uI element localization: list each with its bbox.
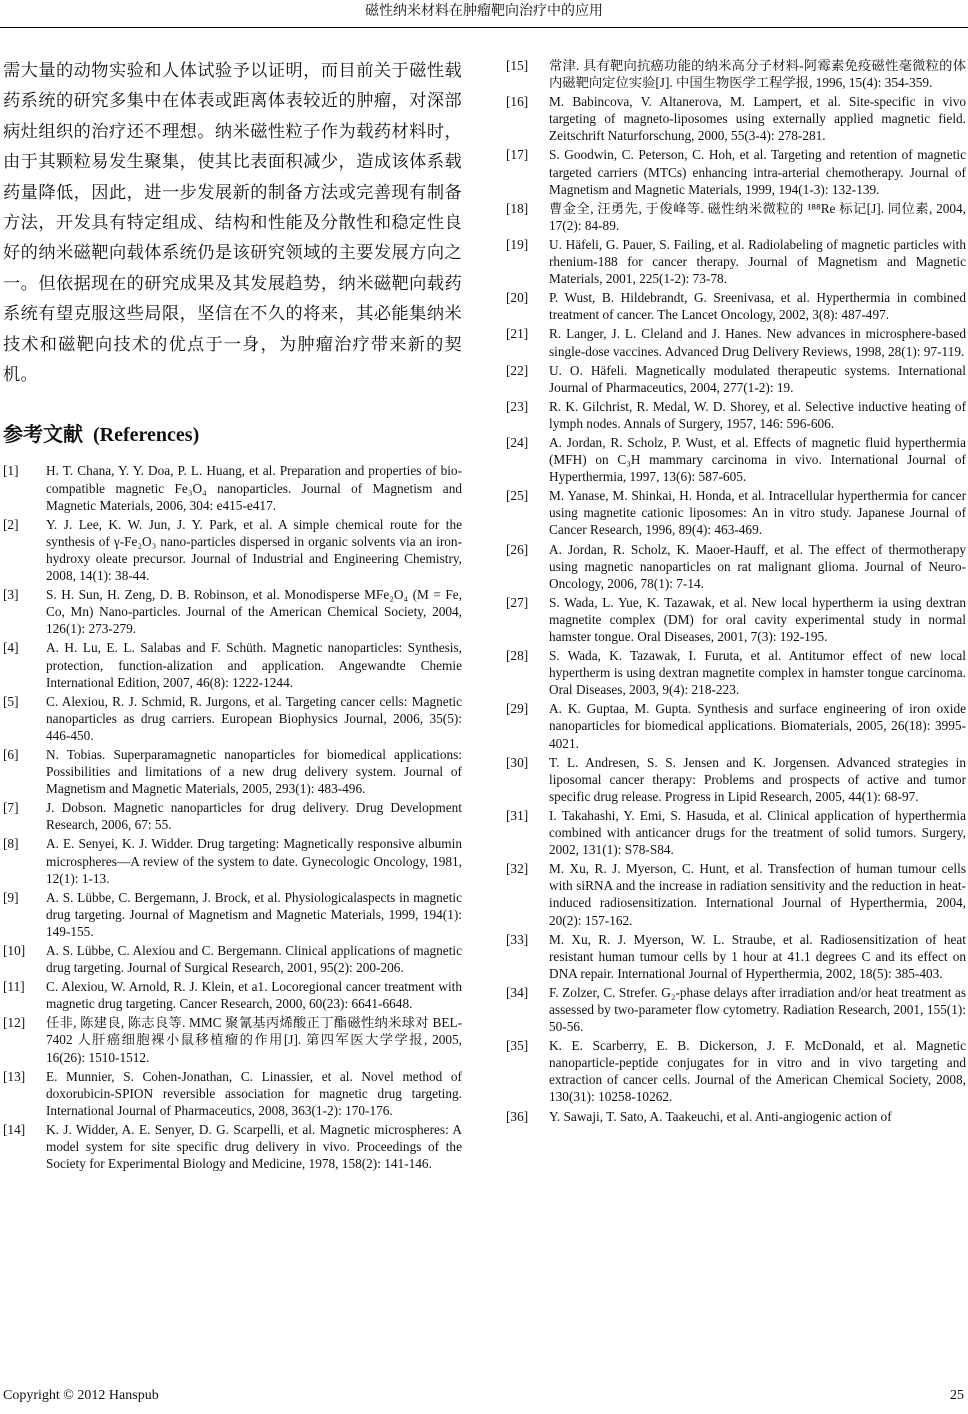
reference-text: M. Yanase, M. Shinkai, H. Honda, et al. Intracellular hyperthermia for cancer using magnetite cationic liposomes: An in vitro study. Japanese Journal of Cancer Research, 1996, 89(4): 463-469. xyxy=(549,488,966,538)
reference-item xyxy=(506,325,966,359)
reference-item xyxy=(3,1068,462,1119)
reference-text: A. Jordan, R. Scholz, P. Wust, et al. Effects of magnetic fluid hyperthermia (MFH) on C₃H mammary carcinoma in vivo. International Journal of Hyperthermia, 1997, 13(6): 587-605. xyxy=(549,434,966,485)
reference-item xyxy=(506,289,966,323)
reference-number: [5] xyxy=(3,693,19,709)
reference-item xyxy=(506,1108,966,1125)
reference-text: M. Babincova, V. Altanerova, M. Lampert, et al. Site-specific in vivo targeting of magneto-liposomes using externally applied magnetic field. Zeitschrift Naturforschung, 2000, 55(3-4): 278-281. xyxy=(549,94,966,144)
reference-number: [29] xyxy=(506,701,529,717)
reference-text: F. Zolzer, C. Strefer. G₂-phase delays after irradiation and/or heat treatment as assessed by two-parameter flow cytometry. Radiation Research, 2001, 155(1): 50-56. xyxy=(549,984,966,1035)
reference-text: A. Jordan, R. Scholz, K. Maoer-Hauff, et al. The effect of thermotherapy using magnetic nanoparticles on rat malignant glioma. Journal of Neuro-Oncology, 2006, 78(1): 7-14. xyxy=(549,541,966,591)
reference-text: M. Xu, R. J. Myerson, W. L. Straube, et al. Radiosensitization of heat resistant human tumour cells by 1 hour at 41.1 degrees C and its effect on DNA repair. International Journal of Hyperthermia, 2002, 18(5): 385-403. xyxy=(549,931,966,981)
reference-number: [13] xyxy=(3,1068,26,1084)
reference-number: [6] xyxy=(3,746,19,762)
reference-text: A. H. Lu, E. L. Salabas and F. Schüth. Magnetic nanoparticles: Synthesis, protection, function-alization and application. Angewandte Chemie International Edition, 2007, 46(8): 1222-1244. xyxy=(46,640,462,690)
reference-item xyxy=(3,889,462,940)
reference-item xyxy=(506,93,966,144)
reference-number: [23] xyxy=(506,398,529,414)
reference-text: T. L. Andresen, S. S. Jensen and K. Jorgensen. Advanced strategies in liposomal cancer therapy: Problems and prospects of active and tumor specific drug release. Progress in Lipid Research, 2005, 44(1): 68-97. xyxy=(549,754,966,804)
reference-number: [19] xyxy=(506,236,529,252)
reference-number: [16] xyxy=(506,94,529,110)
reference-number: [21] xyxy=(506,326,529,342)
reference-text: A. K. Guptaa, M. Gupta. Synthesis and surface engineering of iron oxide nanoparticles for biomedical applications. Biomaterials, 2005, 26(18): 3995-4021. xyxy=(549,701,966,751)
references-list-right xyxy=(506,57,966,1125)
reference-text: S. Wada, L. Yue, K. Tazawak, et al. New local hypertherm ia using dextran magnetite complex (DM) for oral cavity experimental study in normal hamster tongue. Oral Diseases, 2001, 7(3): 192-195. xyxy=(549,594,966,644)
reference-text: K. J. Widder, A. E. Senyer, D. G. Scarpelli, et al. Magnetic microspheres: A model system for site specific drug delivery in vivo. Proceedings of the Society for Experimental Biology and Medicine, 1978, 158(2): 141-146. xyxy=(46,1121,462,1172)
reference-number: [12] xyxy=(3,1015,26,1031)
reference-text: Y. Sawaji, T. Sato, A. Taakeuchi, et al. Anti-angiogenic action of xyxy=(549,1108,892,1124)
reference-item xyxy=(3,1014,462,1065)
reference-item xyxy=(506,647,966,698)
reference-text: R. Langer, J. L. Cleland and J. Hanes. New advances in microsphere-based single-dose vaccines. Advanced Drug Delivery Reviews, 1998, 28(1): 97-119. xyxy=(549,326,966,359)
reference-number: [7] xyxy=(3,800,19,816)
reference-number: [17] xyxy=(506,147,529,163)
references-heading-en: (References) xyxy=(93,424,200,447)
reference-text: E. Munnier, S. Cohen-Jonathan, C. Linassier, et al. Novel method of doxorubicin-SPION reversible association for magnetic drug targeting. International Journal of Pharmaceutics, 2008, 363(1-2): 170-176. xyxy=(46,1068,462,1118)
reference-item xyxy=(506,807,966,858)
reference-text: U. Häfeli, G. Pauer, S. Failing, et al. Radiolabeling of magnetic particles with rhenium-188 for cancer therapy. Journal of Magnetism and Magnetic Materials, 2001, 225(1-2): 73-78. xyxy=(549,236,966,287)
reference-item xyxy=(506,362,966,396)
reference-number: [10] xyxy=(3,943,26,958)
reference-number: [18] xyxy=(506,200,529,216)
reference-item xyxy=(506,1037,966,1105)
running-header: 磁性纳米材料在肿瘤靶向治疗中的应用 xyxy=(365,3,603,19)
reference-text: I. Takahashi, Y. Emi, S. Hasuda, et al. Clinical application of hyperthermia combined with anticancer drugs for the treatment of solid tumors. Surgery, 2002, 131(1): S78-S84. xyxy=(549,807,966,858)
reference-text: 任非, 陈建良, 陈志良等. MMC 聚氰基丙烯酸正丁酯磁性纳米球对 BEL-7402 人肝癌细胞裸小鼠移植瘤的作用[J]. 第四军医大学学报, 2005, 16(26): 1510-1512. xyxy=(46,1015,462,1065)
reference-number: [30] xyxy=(506,754,529,770)
reference-item xyxy=(506,984,966,1035)
reference-item xyxy=(506,398,966,432)
reference-number: [20] xyxy=(506,290,529,306)
reference-number: [34] xyxy=(506,984,529,1000)
reference-item xyxy=(506,860,966,928)
reference-item xyxy=(506,57,966,91)
reference-number: [33] xyxy=(506,931,529,947)
reference-text: U. O. Häfeli. Magnetically modulated therapeutic systems. International Journal of Pharmaceutics, 2004, 277(1-2): 19. xyxy=(549,362,966,395)
reference-text: 曹金全, 汪勇先, 于俊峰等. 磁性纳米微粒的 ¹⁸⁸Re 标记[J]. 同位素, 2004, 17(2): 84-89. xyxy=(549,200,966,233)
header-rule xyxy=(0,27,968,28)
reference-item xyxy=(506,754,966,805)
references-heading xyxy=(3,421,462,448)
reference-item xyxy=(3,639,462,690)
reference-item xyxy=(506,236,966,287)
reference-item xyxy=(506,146,966,197)
reference-text: C. Alexiou, R. J. Schmid, R. Jurgons, et al. Targeting cancer cells: Magnetic nanoparticles as drug carriers. European Biophysics Journal, 2006, 35(5): 446-450. xyxy=(46,693,462,743)
reference-text: C. Alexiou, W. Arnold, R. J. Klein, et a1. Locoregional cancer treatment with magnetic drug targeting. Cancer Research, 2000, 60(23): 6641-6648. xyxy=(46,979,462,1012)
reference-number: [28] xyxy=(506,648,529,664)
reference-text: R. K. Gilchrist, R. Medal, W. D. Shorey, et al. Selective inductive heating of lymph nodes. Annals of Surgery, 1957, 146: 596-606. xyxy=(549,398,966,431)
references-list-left xyxy=(3,462,462,1172)
reference-item xyxy=(506,594,966,645)
reference-text: M. Xu, R. J. Myerson, C. Hunt, et al. Transfection of human tumour cells with siRNA and the increase in radiation sensitivity and the reduction in heat-induced radiosensitization. International Journal of Hyperthermia, 2004, 20(2): 157-162. xyxy=(549,861,966,928)
reference-text: A. S. Lübbe, C. Alexiou and C. Bergemann. Clinical applications of magnetic drug targeting. Journal of Surgical Research, 2001, 95(2): 200-206. xyxy=(46,943,462,976)
reference-text: S. Wada, K. Tazawak, I. Furuta, et al. Antitumor effect of new local hypertherm is using dextran magnetite complex in hamster tongue carcinoma. Oral Diseases, 2003, 9(4): 218-223. xyxy=(549,648,966,698)
reference-item xyxy=(3,462,462,513)
reference-text: S. Goodwin, C. Peterson, C. Hoh, et al. Targeting and retention of magnetic targeted carriers (MTCs) enhancing intra-arterial chemotherapy. Journal of Magnetism and Magnetic Materials, 1999, 194(1-3): 132-139. xyxy=(549,147,966,197)
reference-item xyxy=(506,541,966,592)
reference-number: [9] xyxy=(3,889,19,905)
reference-number: [15] xyxy=(506,58,529,73)
reference-item xyxy=(3,942,462,976)
reference-number: [25] xyxy=(506,488,529,504)
reference-number: [27] xyxy=(506,594,529,610)
reference-text: Y. J. Lee, K. W. Jun, J. Y. Park, et al. A simple chemical route for the synthesis of γ-Fe₂O₃ nano-particles dispersed in organic solvents via an iron-hydroxy oleate precursor. Journal of Industrial and Engineering Chemistry, 2008, 14(1): 38-44. xyxy=(46,516,462,584)
reference-item xyxy=(3,693,462,744)
reference-item xyxy=(506,700,966,751)
reference-number: [31] xyxy=(506,807,529,823)
left-column xyxy=(3,56,462,1174)
reference-item xyxy=(506,931,966,982)
reference-number: [26] xyxy=(506,541,529,557)
reference-number: [2] xyxy=(3,516,19,532)
reference-number: [32] xyxy=(506,861,529,877)
reference-number: [1] xyxy=(3,463,19,479)
reference-text: P. Wust, B. Hildebrandt, G. Sreenivasa, et al. Hyperthermia in combined treatment of cancer. The Lancet Oncology, 2002, 3(8): 487-497. xyxy=(549,290,966,323)
reference-item xyxy=(506,487,966,538)
footer-page-number: 25 xyxy=(950,1388,964,1403)
reference-text: 常津. 具有靶向抗癌功能的纳米高分子材料-阿霉素免疫磁性毫微粒的体内磁靶向定位实验[J]. 中国生物医学工程学报, 1996, 15(4): 354-359. xyxy=(549,58,966,91)
references-heading-zh: 参考文献 xyxy=(3,422,83,447)
reference-number: [22] xyxy=(506,362,529,378)
body-paragraph: 需大量的动物实验和人体试验予以证明，而目前关于磁性载药系统的研究多集中在体表或距离体表较近的肿瘤，对深部病灶组织的治疗还不理想。纳米磁性粒子作为载药材料时，由于其颗粒易发生聚集，使其比表面积减少，造成该体系载药量降低，因此，进一步发展新的制备方法或完善现有制备方法，开发具有特定组成、结构和性能及分散性和稳定性良好的纳米磁靶向载体系统仍是该研究领域的主要发展方向之一。但依据现在的研究成果及其发展趋势，纳米磁靶向载药系统有望克服这些局限，坚信在不久的将来，其必能集纳米技术和磁靶向技术的优点于一身，为肿瘤治疗带来新的契机。 xyxy=(3,61,462,386)
reference-number: [3] xyxy=(3,587,19,603)
reference-text: K. E. Scarberry, E. B. Dickerson, J. F. McDonald, et al. Magnetic nanoparticle-peptide conjugates for in vitro and in vivo targeting and extraction of cancer cells. Journal of the American Chemical Society, 2008, 130(31): 10258-10262. xyxy=(549,1038,966,1105)
reference-text: J. Dobson. Magnetic nanoparticles for drug delivery. Drug Development Research, 2006, 67: 55. xyxy=(46,800,462,833)
reference-number: [24] xyxy=(506,434,529,450)
reference-number: [14] xyxy=(3,1121,26,1137)
reference-item xyxy=(506,200,966,234)
reference-item xyxy=(506,434,966,485)
reference-text: A. S. Lübbe, C. Bergemann, J. Brock, et al. Physiologicalaspects in magnetic drug targeting. Journal of Magnetism and Magnetic Materials, 1999, 194(1): 149-155. xyxy=(46,889,462,939)
right-column xyxy=(506,57,966,1127)
reference-item xyxy=(3,586,462,637)
reference-item xyxy=(3,746,462,797)
reference-item xyxy=(3,516,462,584)
reference-item xyxy=(3,1121,462,1172)
reference-number: [8] xyxy=(3,836,19,852)
reference-text: H. T. Chana, Y. Y. Doa, P. L. Huang, et al. Preparation and properties of bio-compatible magnetic Fe₃O₄ nanoparticles. Journal of Magnetism and Magnetic Materials, 2006, 304: e415-e417. xyxy=(46,463,462,513)
reference-text: N. Tobias. Superparamagnetic nanoparticles for biomedical applications: Possibilities and limitations of a new drug delivery system. Journal of Magnetism and Magnetic Materials, 2005, 293(1): 483-496. xyxy=(46,746,462,797)
reference-number: [4] xyxy=(3,640,19,656)
reference-item xyxy=(3,978,462,1012)
reference-number: [11] xyxy=(3,979,25,995)
reference-item xyxy=(3,835,462,886)
reference-number: [35] xyxy=(506,1038,529,1054)
reference-text: A. E. Senyei, K. J. Widder. Drug targeting: Magnetically responsive albumin microspheres—A review of the system to date. Gynecologic Oncology, 1981, 12(1): 1-13. xyxy=(46,836,462,886)
footer-copyright: Copyright © 2012 Hanspub xyxy=(3,1388,159,1403)
reference-number: [36] xyxy=(506,1108,529,1124)
reference-text: S. H. Sun, H. Zeng, D. B. Robinson, et al. Monodisperse MFe₂O₄ (M = Fe, Co, Mn) Nano-particles. Journal of the American Chemical Society, 2004, 126(1): 273-279. xyxy=(46,587,462,637)
reference-item xyxy=(3,799,462,833)
